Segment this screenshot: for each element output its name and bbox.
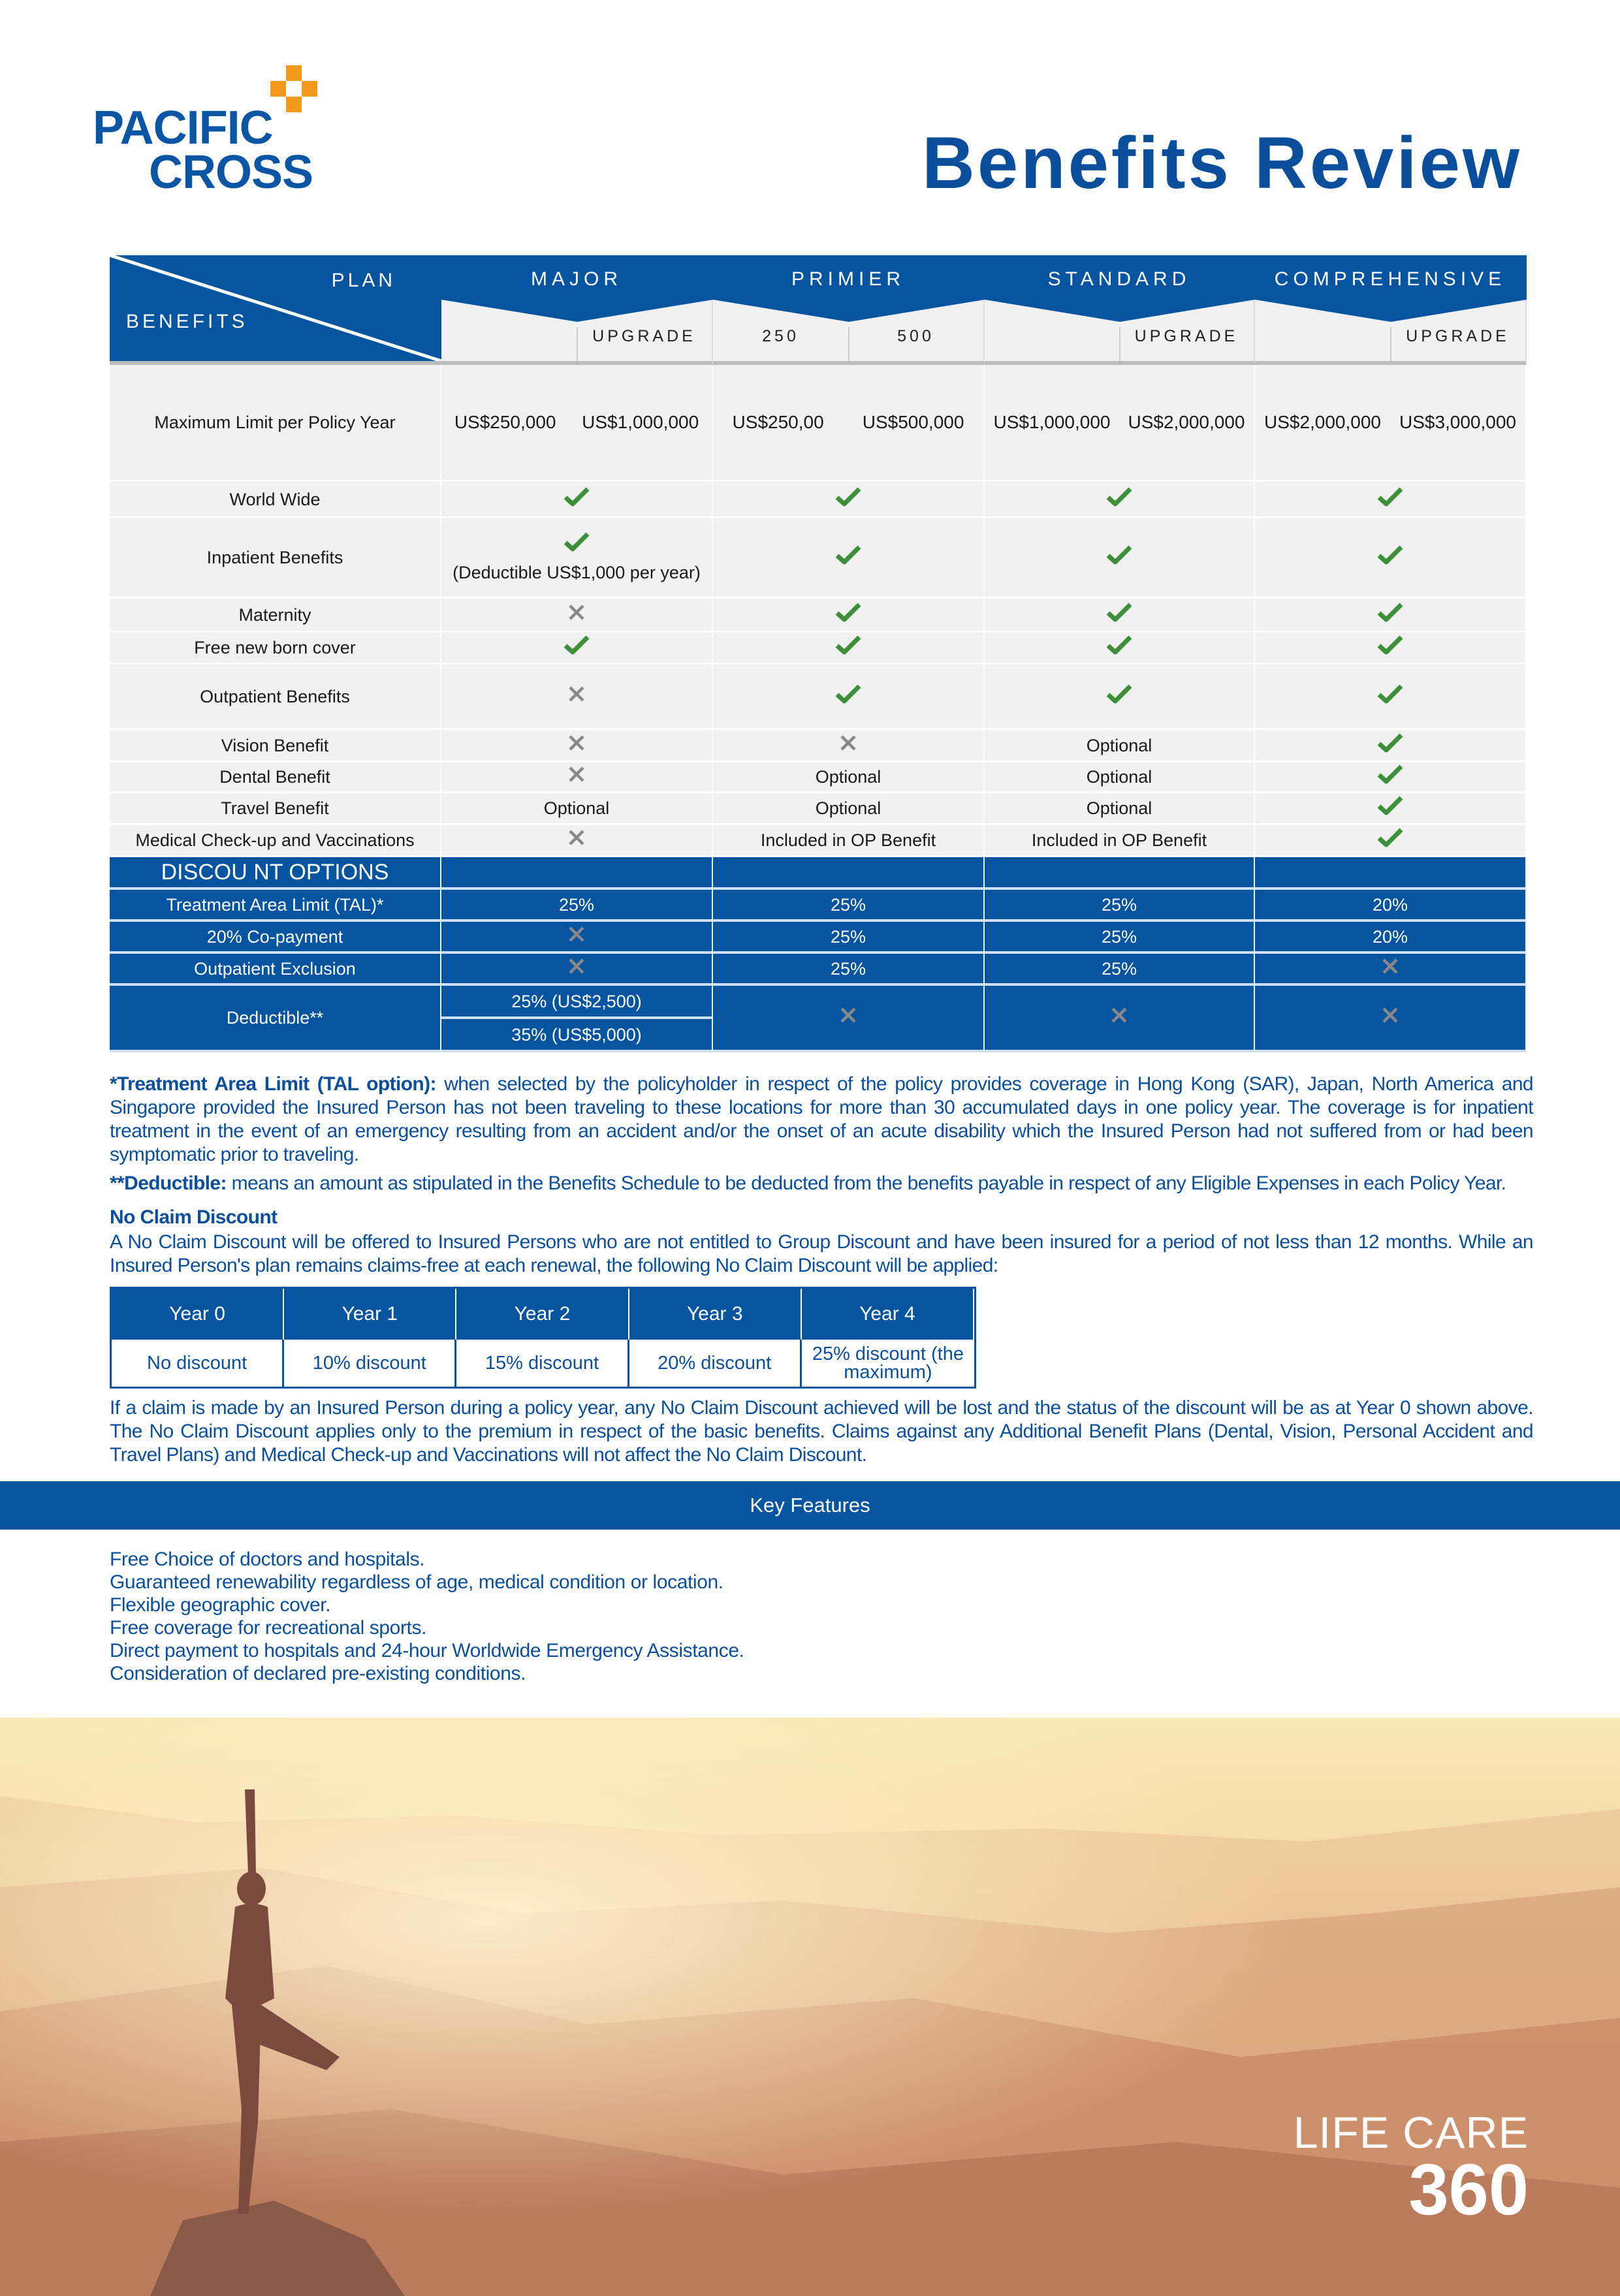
ncd-header: Year 4 bbox=[802, 1289, 974, 1340]
row-label: Free new born cover bbox=[110, 633, 441, 665]
plan-header-comprehensive bbox=[1255, 255, 1527, 365]
discount-value: 25% bbox=[1101, 894, 1137, 915]
discount-cell bbox=[441, 922, 713, 954]
table-row bbox=[110, 665, 1527, 730]
deductible-row bbox=[110, 986, 1527, 1052]
deductible-cell bbox=[985, 986, 1255, 1052]
benefit-cell bbox=[441, 665, 713, 730]
key-feature-item: Flexible geographic cover. bbox=[110, 1594, 331, 1616]
benefit-cell bbox=[985, 482, 1255, 518]
brand-line2: 360 bbox=[1408, 2150, 1529, 2230]
row-label: Treatment Area Limit (TAL)* bbox=[110, 890, 441, 922]
benefit-cell bbox=[1255, 633, 1527, 665]
sub-divider bbox=[1119, 327, 1120, 361]
plan-name: MAJOR bbox=[531, 268, 622, 290]
discount-row bbox=[110, 890, 1527, 922]
discount-header-blank bbox=[1255, 857, 1527, 890]
row-label: Dental Benefit bbox=[110, 763, 441, 793]
plan-header-standard bbox=[985, 255, 1255, 365]
tal-note-text: when selected by the policyholder in respect of the policy provides coverage in Hong Kong (SAR), Japan, North America and Singapore provided the Insured Person has not been traveling to these locations for more than 30 accumulated days in one policy year. The coverage is for inpatient treatment in the event of an emergency resulting from an accident and/or the onset of an acute disability which the Insured Person had not suffered from or had been symptomatic prior to traveling. bbox=[110, 1073, 1533, 1165]
benefit-value: Optional bbox=[815, 767, 881, 787]
sub-divider bbox=[1390, 327, 1391, 361]
ncd-header: Year 0 bbox=[112, 1289, 284, 1340]
row-label: 20% Co-payment bbox=[110, 922, 441, 954]
cross-logo-icon bbox=[268, 65, 320, 118]
row-label: Vision Benefit bbox=[110, 730, 441, 763]
limit-value: US$250,00 bbox=[732, 412, 824, 432]
limit-value: US$1,000,000 bbox=[993, 412, 1111, 432]
sub-divider bbox=[848, 327, 850, 361]
brand-line1: LIFE CARE bbox=[1293, 2108, 1529, 2158]
row-label: Outpatient Benefits bbox=[110, 665, 441, 730]
discount-value: 20% bbox=[1372, 894, 1408, 915]
check-icon bbox=[1377, 732, 1403, 759]
row-label: Maximum Limit per Policy Year bbox=[110, 365, 441, 482]
ncd-value: 10% discount bbox=[284, 1340, 456, 1387]
check-icon bbox=[835, 684, 861, 710]
benefit-cell bbox=[1255, 599, 1527, 633]
cross-icon bbox=[567, 925, 586, 949]
row-label: Outpatient Exclusion bbox=[110, 954, 441, 986]
limit-value: US$1,000,000 bbox=[582, 412, 699, 432]
deductible-note-text: means an amount as stipulated in the Benefits Schedule to be deducted from the benefits payable in respect of any Eligible Expenses in each Policy Year. bbox=[226, 1172, 1506, 1194]
sub-divider bbox=[577, 327, 578, 361]
table-header bbox=[110, 255, 1527, 365]
benefit-cell bbox=[985, 633, 1255, 665]
limit-value: US$250,000 bbox=[454, 412, 556, 432]
ncd-text: A No Claim Discount will be offered to Insured Persons who are not entitled to Group Discount and have been insured for a period of not less than 12 months. While an Insured Person's plan remains claims-free at each renewal, the following No Claim Discount will be applied: bbox=[110, 1231, 1533, 1276]
benefit-cell bbox=[441, 793, 713, 825]
limit-values bbox=[1255, 411, 1525, 433]
row-label: World Wide bbox=[110, 482, 441, 518]
limit-value: US$3,000,000 bbox=[1399, 412, 1517, 432]
plan-header-major bbox=[441, 255, 713, 365]
benefit-cell bbox=[713, 665, 985, 730]
table-row bbox=[110, 482, 1527, 518]
cross-icon bbox=[567, 603, 586, 627]
row-label: Maternity bbox=[110, 599, 441, 633]
check-icon bbox=[1106, 602, 1132, 628]
deductible-cell bbox=[713, 986, 985, 1052]
benefit-note: (Deductible US$1,000 per year) bbox=[453, 563, 701, 582]
tal-note bbox=[110, 1073, 1533, 1167]
deductible-option: 35% (US$5,000) bbox=[441, 1019, 713, 1052]
key-feature-item: Consideration of declared pre-existing conditions. bbox=[110, 1663, 526, 1684]
life-care-360-logo bbox=[1293, 2108, 1529, 2230]
check-icon bbox=[1106, 544, 1132, 571]
key-feature-item: Guaranteed renewability regardless of age, medical condition or location. bbox=[110, 1571, 723, 1593]
key-feature-item: Free Choice of doctors and hospitals. bbox=[110, 1549, 425, 1570]
cross-icon bbox=[1110, 1006, 1128, 1030]
benefit-cell bbox=[441, 763, 713, 793]
benefit-cell bbox=[441, 633, 713, 665]
benefit-cell bbox=[1255, 665, 1527, 730]
limit-values bbox=[713, 411, 983, 433]
benefit-cell bbox=[713, 482, 985, 518]
plan-sub-label: UPGRADE bbox=[1134, 327, 1239, 345]
deductible-cell bbox=[1255, 986, 1527, 1052]
row-label: Inpatient Benefits bbox=[110, 518, 441, 599]
benefits-label: BENEFITS bbox=[126, 311, 248, 332]
discount-value: 20% bbox=[1372, 926, 1408, 947]
discount-value: 25% bbox=[1101, 958, 1137, 979]
plan-name: PRIMIER bbox=[791, 268, 905, 290]
benefit-cell bbox=[1255, 793, 1527, 825]
ncd-value: 15% discount bbox=[456, 1340, 629, 1387]
discount-value: 25% bbox=[830, 926, 866, 947]
benefit-cell bbox=[1255, 825, 1527, 857]
check-icon bbox=[835, 602, 861, 628]
key-feature-item: Free coverage for recreational sports. bbox=[110, 1617, 427, 1639]
table-row bbox=[110, 730, 1527, 763]
cross-icon bbox=[839, 734, 857, 757]
deductible-note-label: **Deductible: bbox=[110, 1172, 227, 1194]
ncd-header: Year 1 bbox=[284, 1289, 456, 1340]
benefit-cell bbox=[441, 825, 713, 857]
check-icon bbox=[1377, 602, 1403, 628]
discount-cell bbox=[713, 922, 985, 954]
benefit-cell bbox=[713, 633, 985, 665]
cross-icon bbox=[839, 1006, 857, 1030]
discount-cell bbox=[1255, 954, 1527, 986]
discount-header-blank bbox=[441, 857, 713, 890]
check-icon bbox=[835, 544, 861, 571]
benefit-cell bbox=[1255, 518, 1527, 599]
row-label: Travel Benefit bbox=[110, 793, 441, 825]
cross-icon bbox=[1381, 1006, 1399, 1030]
ncd-value: No discount bbox=[112, 1340, 284, 1387]
discount-cell bbox=[441, 954, 713, 986]
discount-cell bbox=[985, 890, 1255, 922]
limit-cell bbox=[1255, 365, 1527, 482]
cross-icon bbox=[567, 957, 586, 981]
logo-line2: CROSS bbox=[149, 146, 313, 198]
discount-cell bbox=[441, 890, 713, 922]
benefit-cell bbox=[985, 763, 1255, 793]
check-icon bbox=[1377, 684, 1403, 710]
discount-row bbox=[110, 954, 1527, 986]
ncd-title: No Claim Discount bbox=[110, 1206, 278, 1228]
key-features-list bbox=[110, 1548, 1620, 1685]
discount-cell bbox=[1255, 922, 1527, 954]
benefit-value: Included in OP Benefit bbox=[760, 830, 936, 850]
header-corner bbox=[110, 255, 441, 365]
benefit-cell bbox=[985, 518, 1255, 599]
benefit-value: Included in OP Benefit bbox=[1031, 830, 1207, 850]
plan-name: STANDARD bbox=[1047, 268, 1191, 290]
ncd-table bbox=[110, 1287, 976, 1389]
benefit-cell bbox=[1255, 482, 1527, 518]
benefit-cell bbox=[713, 518, 985, 599]
check-icon bbox=[1377, 544, 1403, 571]
limit-value: US$2,000,000 bbox=[1263, 412, 1382, 432]
benefit-cell bbox=[985, 793, 1255, 825]
check-icon bbox=[1106, 486, 1132, 512]
plan-label: PLAN bbox=[331, 270, 396, 291]
limit-cell bbox=[441, 365, 713, 482]
benefit-cell bbox=[713, 825, 985, 857]
discount-cell bbox=[713, 890, 985, 922]
lower-content bbox=[0, 1073, 1620, 2296]
benefit-cell bbox=[441, 730, 713, 763]
benefit-value: Optional bbox=[815, 798, 881, 818]
table-row bbox=[110, 365, 1527, 482]
benefit-cell bbox=[441, 482, 713, 518]
tal-note-label: *Treatment Area Limit (TAL option): bbox=[110, 1073, 436, 1095]
page-title: Benefits Review bbox=[922, 122, 1522, 204]
check-icon bbox=[1377, 827, 1403, 853]
deductible-note bbox=[110, 1172, 1533, 1195]
cross-icon bbox=[1381, 957, 1399, 981]
plan-sub-label: UPGRADE bbox=[1406, 327, 1510, 345]
discount-cell bbox=[985, 922, 1255, 954]
key-feature-item: Direct payment to hospitals and 24-hour Worldwide Emergency Assistance. bbox=[110, 1640, 744, 1661]
cross-icon bbox=[567, 685, 586, 708]
deductible-option: 25% (US$2,500) bbox=[441, 986, 713, 1019]
check-icon bbox=[835, 635, 861, 661]
table-row bbox=[110, 763, 1527, 793]
ncd-header: Year 3 bbox=[629, 1289, 802, 1340]
benefit-cell bbox=[1255, 730, 1527, 763]
limit-cell bbox=[985, 365, 1255, 482]
benefits-table bbox=[110, 255, 1527, 1052]
discount-options bbox=[110, 857, 1527, 1052]
plan-sub-label: 500 bbox=[897, 327, 934, 345]
plan-header-primier bbox=[713, 255, 985, 365]
hero-photo bbox=[0, 1718, 1620, 2296]
discount-cell bbox=[1255, 890, 1527, 922]
table-row bbox=[110, 825, 1527, 857]
ncd-after-text: If a claim is made by an Insured Person during a policy year, any No Claim Discount achieved will be lost and the status of the discount will be as at Year 0 shown above. The No Claim Discount applies only to the premium in respect of the basic benefits. Claims against any Additional Benefit Plans (Dental, Vision, Personal Accident and Travel Plans) and Medical Check-up and Vaccinations will not affect the No Claim Discount. bbox=[110, 1397, 1533, 1466]
benefit-cell bbox=[1255, 763, 1527, 793]
benefit-cell bbox=[713, 730, 985, 763]
deductible-major bbox=[441, 986, 713, 1052]
row-label: Medical Check-up and Vaccinations bbox=[110, 825, 441, 857]
benefit-cell bbox=[985, 665, 1255, 730]
plan-sub-label: UPGRADE bbox=[592, 327, 696, 345]
limit-values bbox=[441, 411, 712, 433]
discount-header-blank bbox=[985, 857, 1255, 890]
cross-icon bbox=[567, 734, 586, 757]
table-row bbox=[110, 518, 1527, 599]
benefit-value: Optional bbox=[543, 798, 610, 818]
ncd-value: 25% discount (the maximum) bbox=[812, 1344, 964, 1383]
discount-title: DISCOU NT OPTIONS bbox=[110, 857, 441, 890]
limit-cell bbox=[713, 365, 985, 482]
cross-icon bbox=[567, 828, 586, 852]
check-icon bbox=[564, 635, 590, 661]
limit-value: US$500,000 bbox=[862, 412, 964, 432]
benefit-cell bbox=[441, 599, 713, 633]
benefit-value: Optional bbox=[1086, 798, 1152, 818]
ncd-header: Year 2 bbox=[456, 1289, 629, 1340]
discount-cell bbox=[985, 954, 1255, 986]
ncd-value: 20% discount bbox=[629, 1340, 802, 1387]
discount-row bbox=[110, 922, 1527, 954]
discount-cell bbox=[713, 954, 985, 986]
table-row bbox=[110, 793, 1527, 825]
benefit-cell bbox=[713, 763, 985, 793]
check-icon bbox=[835, 486, 861, 512]
logo-line1: PACIFIC bbox=[93, 102, 273, 154]
benefit-value: Optional bbox=[1086, 767, 1152, 787]
discount-value: 25% bbox=[558, 894, 595, 915]
pacific-cross-logo bbox=[91, 65, 326, 196]
benefit-value: Optional bbox=[1086, 735, 1152, 755]
check-icon bbox=[564, 486, 590, 512]
benefit-cell bbox=[713, 599, 985, 633]
check-icon bbox=[564, 531, 590, 558]
limit-value: US$2,000,000 bbox=[1128, 412, 1245, 432]
check-icon bbox=[1106, 684, 1132, 710]
discount-value: 25% bbox=[830, 894, 866, 915]
cross-icon bbox=[567, 765, 586, 789]
key-features-bar: Key Features bbox=[0, 1481, 1620, 1530]
check-icon bbox=[1106, 635, 1132, 661]
table-row bbox=[110, 633, 1527, 665]
discount-header-row bbox=[110, 857, 1527, 890]
benefit-cell bbox=[985, 599, 1255, 633]
limit-values bbox=[985, 411, 1254, 433]
benefit-cell bbox=[985, 825, 1255, 857]
row-label: Deductible** bbox=[110, 986, 441, 1052]
check-icon bbox=[1377, 486, 1403, 512]
plan-name: COMPREHENSIVE bbox=[1274, 268, 1506, 290]
discount-header-blank bbox=[713, 857, 985, 890]
check-icon bbox=[1377, 764, 1403, 790]
table-row bbox=[110, 599, 1527, 633]
check-icon bbox=[1377, 795, 1403, 821]
discount-value: 25% bbox=[1101, 926, 1137, 947]
plan-sub-label: 250 bbox=[762, 327, 799, 345]
benefit-cell bbox=[985, 730, 1255, 763]
benefit-cell bbox=[441, 518, 713, 599]
discount-value: 25% bbox=[830, 958, 866, 979]
benefit-cell bbox=[713, 793, 985, 825]
check-icon bbox=[1377, 635, 1403, 661]
